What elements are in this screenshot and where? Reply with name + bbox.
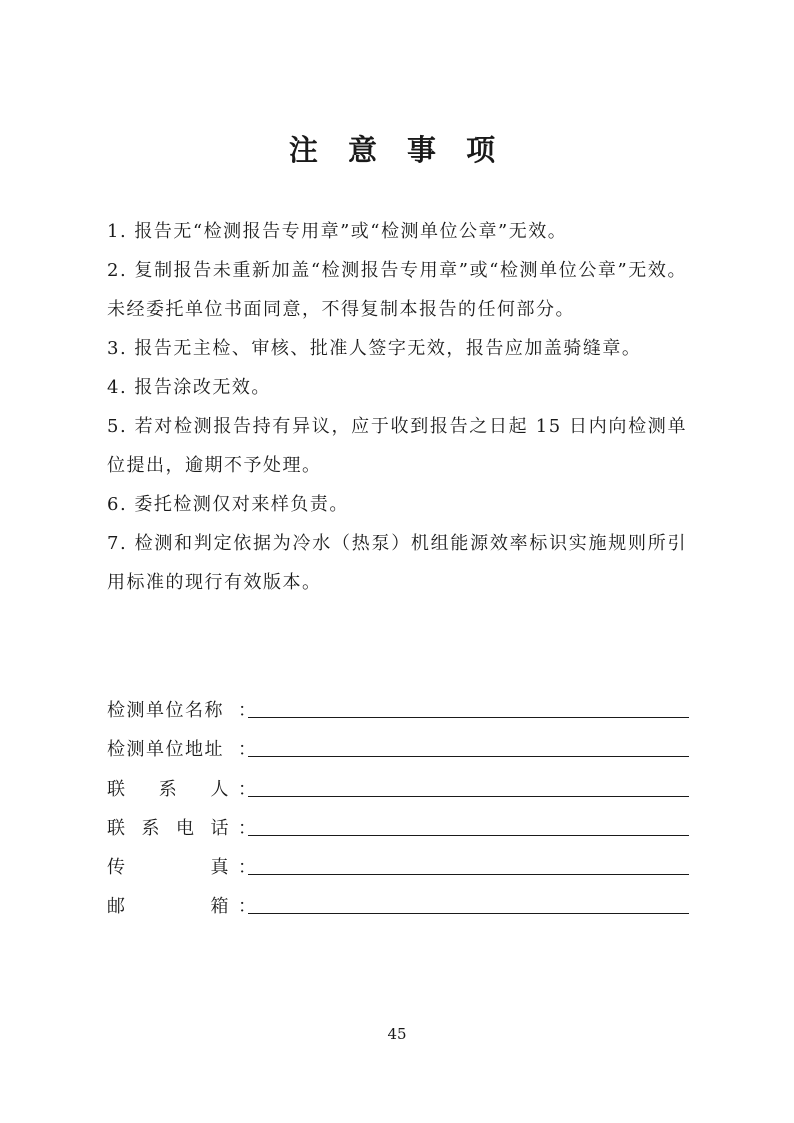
field-colon: ： (238, 778, 256, 800)
field-colon: ： (238, 896, 256, 918)
note-item: 6. 委托检测仅对来样负责。 (107, 494, 349, 515)
page-number: 45 (387, 1025, 407, 1043)
field-label: 传真 (107, 856, 230, 878)
note-item: 3. 报告无主检、审核、批准人签字无效，报告应加盖骑缝章。 (107, 338, 642, 359)
field-contact-phone (107, 801, 689, 840)
field-blank-line (248, 755, 689, 757)
field-label: 检测单位地址 (107, 739, 224, 761)
field-contact-person (107, 761, 689, 800)
field-colon: ： (238, 817, 256, 839)
note-item: 7. 检测和判定依据为冷水（热泵）机组能源效率标识实施规则所引用标准的现行有效版本。 (107, 533, 687, 593)
field-test-unit-name (107, 683, 689, 722)
field-blank-line (248, 834, 689, 836)
contact-fields (107, 683, 689, 918)
field-blank-line (248, 873, 689, 875)
note-item: 4. 报告涂改无效。 (107, 377, 271, 398)
field-label: 联系人 (107, 778, 230, 800)
field-blank-line (248, 912, 689, 914)
field-blank-line (248, 716, 689, 718)
field-colon: ： (238, 700, 256, 722)
field-colon: ： (238, 856, 256, 878)
note-item: 1. 报告无“检测报告专用章”或“检测单位公章”无效。 (107, 221, 568, 242)
field-colon: ： (238, 739, 256, 761)
note-item: 5. 若对检测报告持有异议，应于收到报告之日起 15 日内向检测单位提出，逾期不予处理。 (107, 416, 687, 476)
note-item: 2. 复制报告未重新加盖“检测报告专用章”或“检测单位公章”无效。未经委托单位书面同意，不得复制本报告的任何部分。 (107, 260, 687, 320)
field-test-unit-address (107, 722, 689, 761)
field-blank-line (248, 795, 689, 797)
page-title: 注 意 事 项 (288, 133, 506, 167)
field-label: 联系电话 (107, 817, 230, 839)
field-label: 邮箱 (107, 896, 230, 918)
notes-list (107, 212, 687, 602)
field-fax (107, 840, 689, 879)
field-email (107, 879, 689, 918)
field-label: 检测单位名称 (107, 700, 224, 722)
